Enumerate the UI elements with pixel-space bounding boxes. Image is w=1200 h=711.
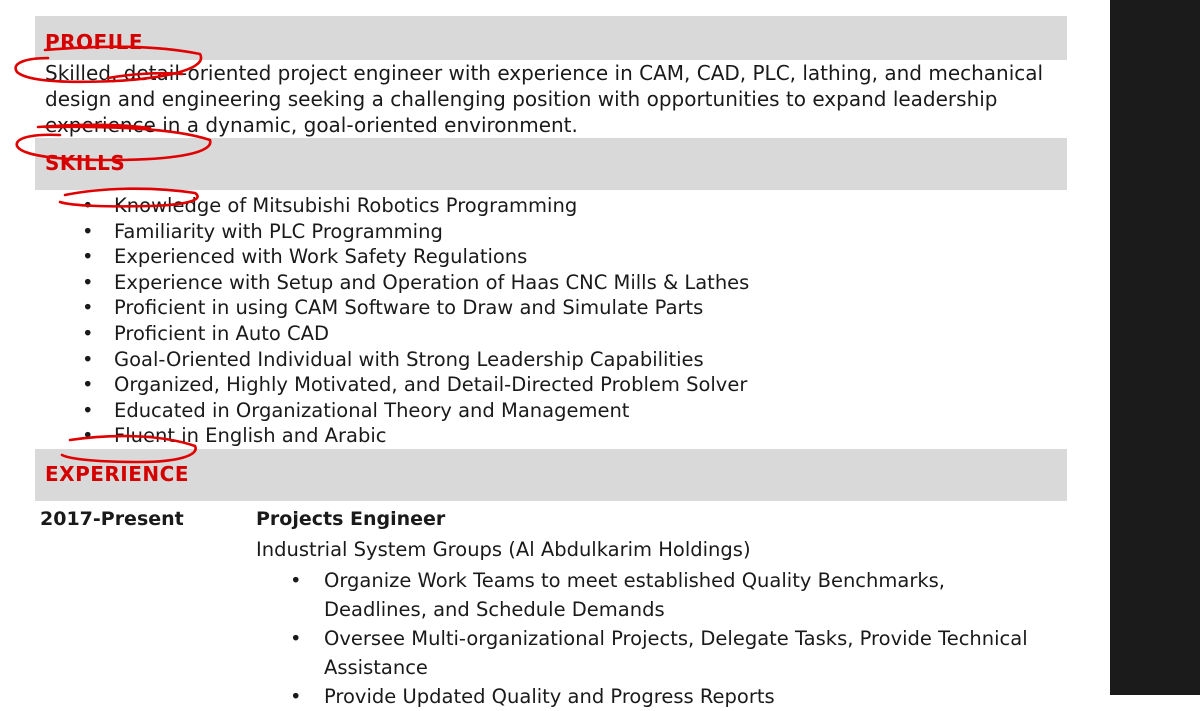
job-duty-item: • Oversee Multi-organizational Projects, Delegate Tasks, Provide Technical Assistance <box>288 624 1048 682</box>
job-company: Industrial System Groups (Al Abdulkarim Holdings) <box>256 538 751 561</box>
skills-heading-band <box>35 138 1067 190</box>
skill-item: • Fluent in English and Arabic <box>78 423 749 449</box>
skill-item: • Organized, Highly Motivated, and Detail-Directed Problem Solver <box>78 372 749 398</box>
job-duty-item: • Provide Updated Quality and Progress Reports <box>288 682 1048 711</box>
skill-item: • Educated in Organizational Theory and Management <box>78 398 749 424</box>
job-dates: 2017-Present <box>40 508 184 530</box>
profile-heading: PROFILE <box>45 30 144 54</box>
skill-item: • Goal-Oriented Individual with Strong Leadership Capabilities <box>78 347 749 373</box>
skill-item: • Experienced with Work Safety Regulations <box>78 244 749 270</box>
profile-heading-band <box>35 16 1067 60</box>
experience-heading: EXPERIENCE <box>45 462 189 486</box>
skills-heading: SKILLS <box>45 151 126 175</box>
job-duty-item: • Organize Work Teams to meet established Quality Benchmarks, Deadlines, and Schedule Demands <box>288 566 1048 624</box>
skill-item: • Proficient in using CAM Software to Draw and Simulate Parts <box>78 295 749 321</box>
skill-item: • Proficient in Auto CAD <box>78 321 749 347</box>
page-margin <box>1067 0 1110 695</box>
skill-item: • Familiarity with PLC Programming <box>78 219 749 245</box>
skills-list <box>78 193 749 449</box>
profile-text: Skilled, detail-oriented project engineer with experience in CAM, CAD, PLC, lathing, and mechanical design and engineering seeking a challenging position with opportunities to expand leadership experience in a dynamic, goal-oriented environment. <box>45 61 1044 137</box>
experience-heading-band <box>35 449 1067 501</box>
skill-item: • Experience with Setup and Operation of Haas CNC Mills & Lathes <box>78 270 749 296</box>
job-duties-list <box>288 566 1048 711</box>
skill-item: • Knowledge of Mitsubishi Robotics Programming <box>78 193 749 219</box>
viewer-side-panel <box>1110 0 1200 695</box>
job-title: Projects Engineer <box>256 508 446 530</box>
